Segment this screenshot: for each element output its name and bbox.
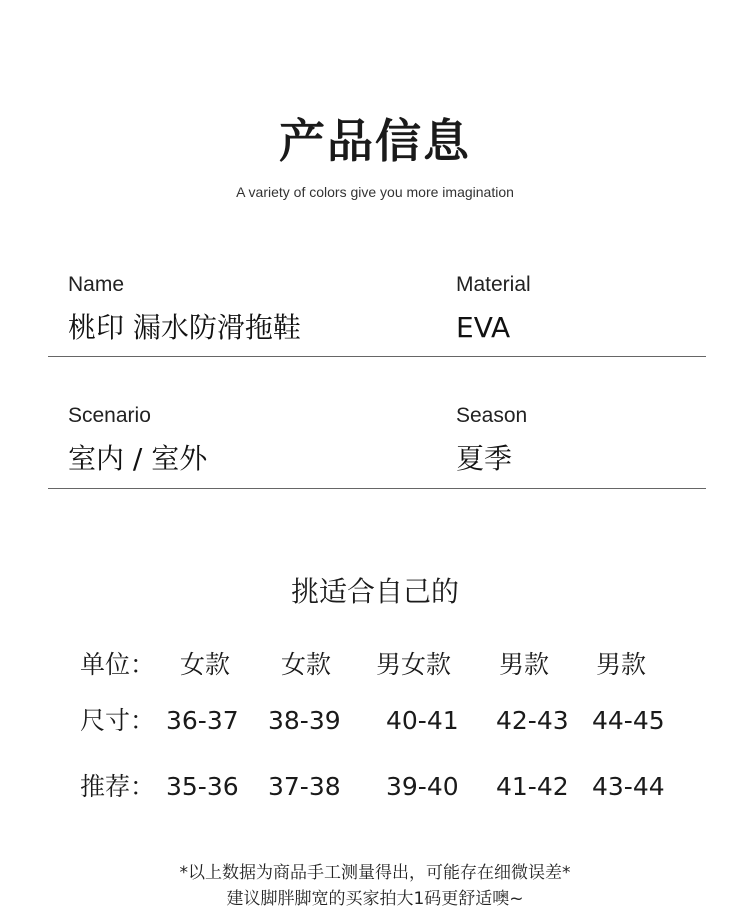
- size-cell: 女款: [281, 650, 332, 679]
- size-cell: 男款: [499, 650, 550, 679]
- size-cell: 36-37: [166, 706, 239, 735]
- info-cell-scenario: [68, 401, 207, 477]
- material-label: Material: [456, 273, 531, 296]
- size-cell: 35-36: [166, 772, 239, 801]
- size-cell: 男款: [596, 650, 647, 679]
- info-row-scenario-season: [48, 401, 706, 489]
- size-cell: 41-42: [496, 772, 569, 801]
- size-row-label: 尺寸：: [80, 706, 156, 735]
- page-subtitle: A variety of colors give you more imagination: [236, 184, 514, 200]
- name-value: 桃印 漏水防滑拖鞋: [68, 311, 301, 344]
- size-cell: 40-41: [386, 706, 459, 735]
- size-cell: 44-45: [592, 706, 665, 735]
- info-row-name-material: [48, 270, 706, 357]
- info-cell-season: [456, 401, 527, 477]
- scenario-value: 室内 / 室外: [68, 442, 208, 475]
- size-cell: 女款: [180, 650, 231, 679]
- size-cell: 43-44: [592, 772, 665, 801]
- size-row-label: 单位：: [80, 650, 156, 679]
- size-cell: 39-40: [386, 772, 459, 801]
- season-value: 夏季: [456, 442, 513, 475]
- size-table-row-unit: [0, 645, 750, 685]
- size-cell: 42-43: [496, 706, 569, 735]
- size-table-row-recommend: [0, 767, 750, 807]
- material-value: EVA: [456, 311, 511, 344]
- info-cell-name: [68, 270, 301, 346]
- size-cell: 男女款: [376, 650, 452, 679]
- scenario-label: Scenario: [68, 404, 151, 427]
- size-cell: 38-39: [268, 706, 341, 735]
- size-table-row-size: [0, 701, 750, 741]
- sizing-advice-note: 建议脚胖脚宽的买家拍大1码更舒适噢~: [226, 889, 524, 909]
- measurement-note: *以上数据为商品手工测量得出，可能存在细微误差*: [179, 863, 571, 883]
- info-cell-material: [456, 270, 531, 346]
- season-label: Season: [456, 404, 528, 427]
- size-section-title: 挑适合自己的: [290, 575, 459, 608]
- size-cell: 37-38: [268, 772, 341, 801]
- size-row-label: 推荐：: [80, 772, 156, 801]
- page-title: 产品信息: [279, 114, 471, 168]
- name-label: Name: [68, 273, 125, 296]
